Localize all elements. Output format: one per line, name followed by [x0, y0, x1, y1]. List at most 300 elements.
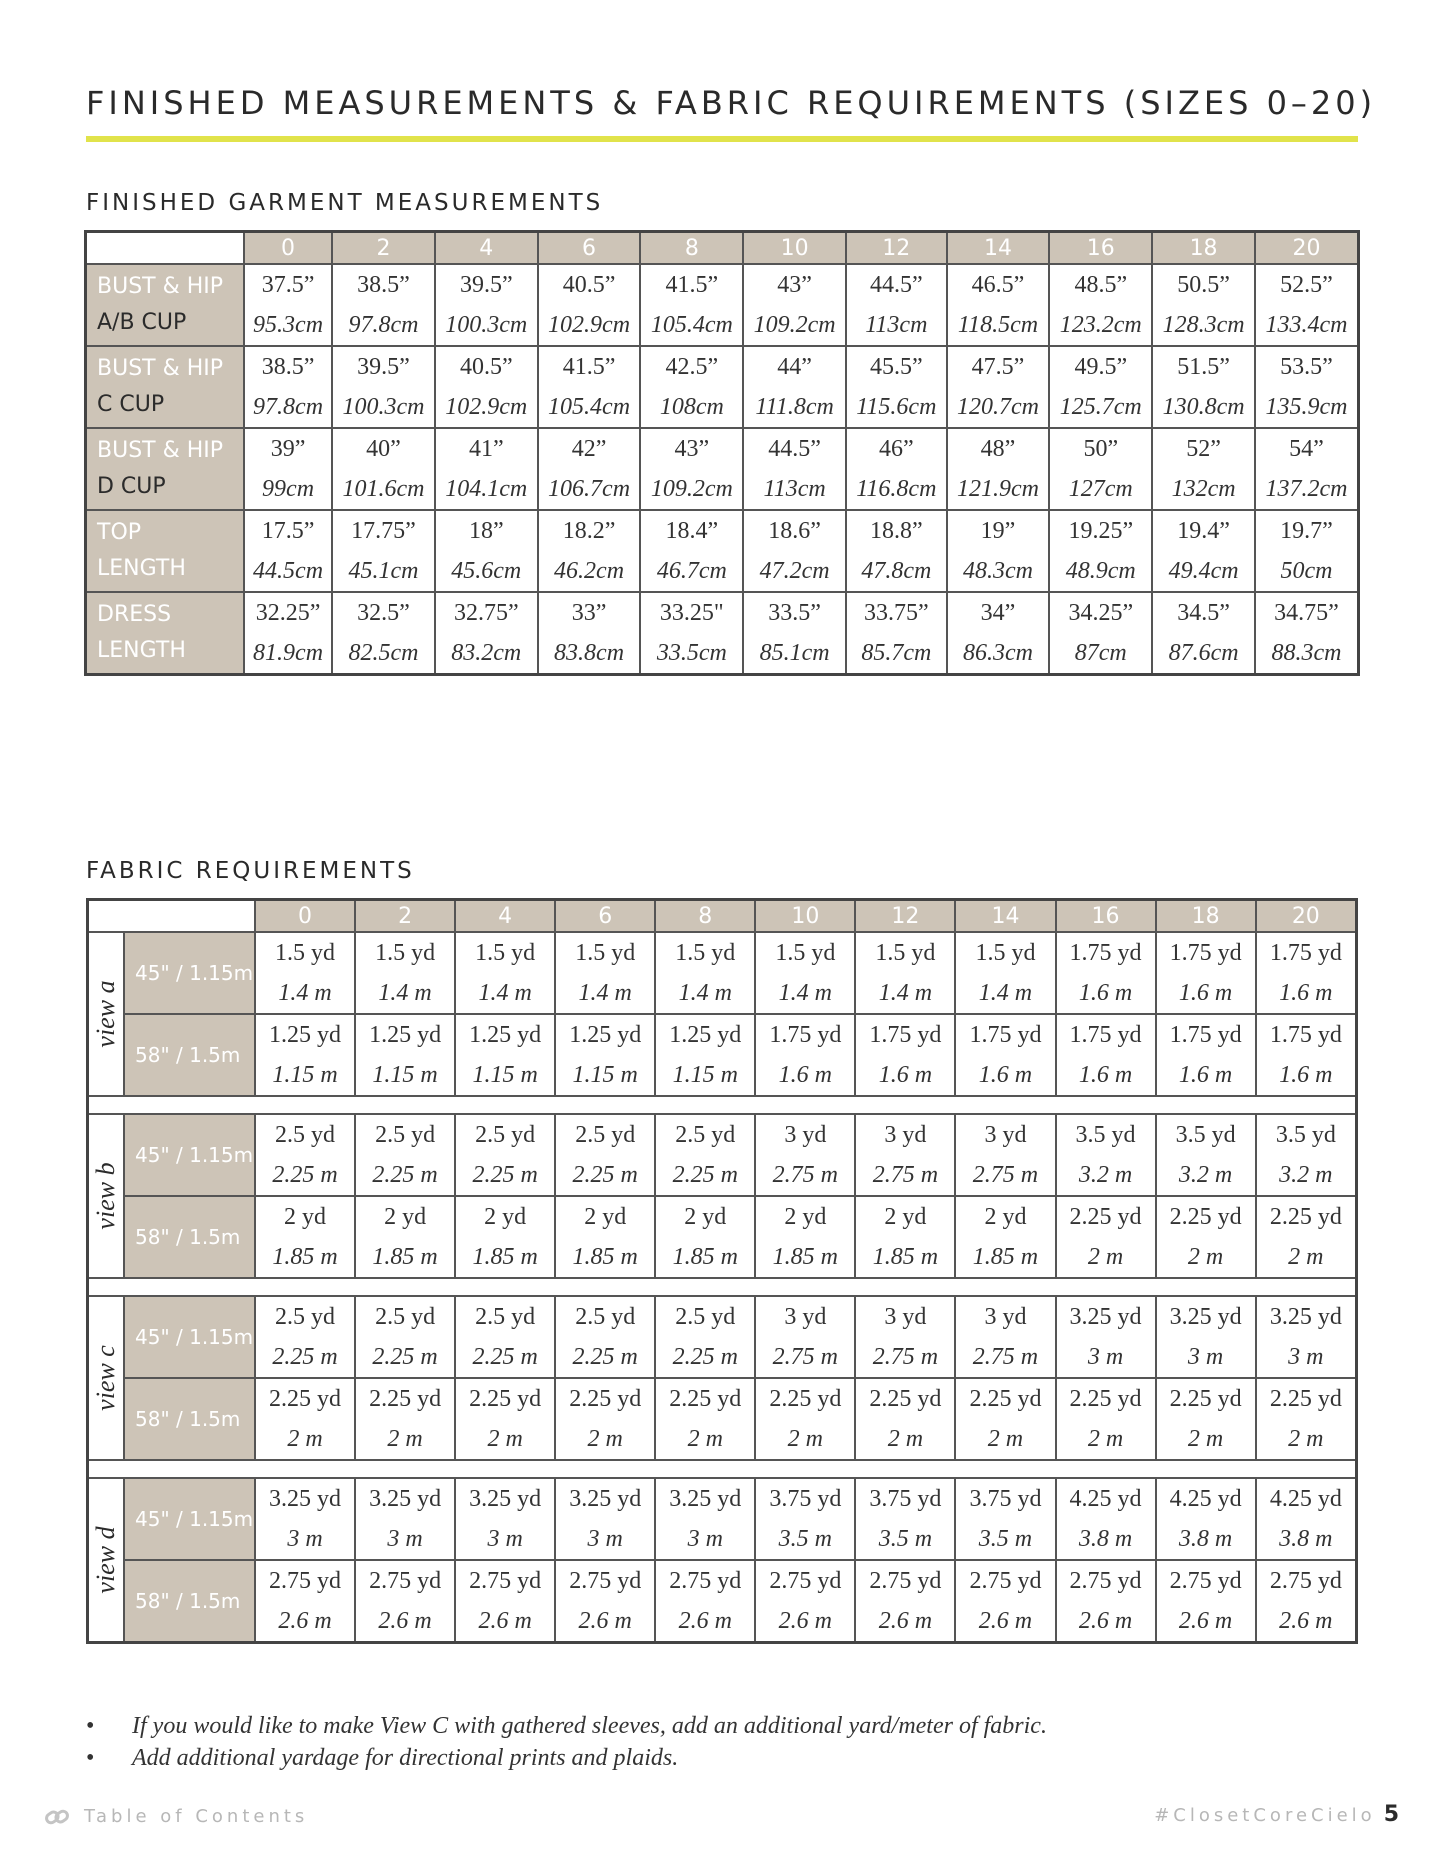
yards-value: 2.25 yd [1269, 1386, 1342, 1412]
yards-value: 3.25 yd [569, 1486, 642, 1512]
size-header-14: 14 [955, 900, 1055, 933]
cm-value: 83.8cm [554, 640, 625, 666]
size-header-4: 4 [435, 232, 538, 265]
measurement-cell [332, 428, 435, 510]
fabric-cell [255, 1114, 355, 1196]
meters-value: 3.8 m [1078, 1526, 1133, 1552]
inches-value: 41.5” [562, 354, 616, 380]
cm-value: 109.2cm [753, 312, 836, 338]
yards-value: 3.25 yd [669, 1486, 742, 1512]
meters-value: 2.25 m [472, 1344, 538, 1370]
inches-value: 38.5” [261, 354, 315, 380]
inches-value: 53.5” [1280, 354, 1333, 380]
fabric-cell [355, 1560, 455, 1643]
cm-value: 127cm [1068, 476, 1133, 502]
fabric-cell [455, 1478, 555, 1560]
meters-value: 1.6 m [1078, 980, 1133, 1006]
meters-value: 2 m [787, 1426, 824, 1452]
meters-value: 2 m [1087, 1426, 1124, 1452]
inches-value: 46” [878, 436, 914, 462]
measurement-cell [846, 428, 947, 510]
meters-value: 2.6 m [678, 1608, 732, 1634]
fabric-cell [755, 1378, 855, 1460]
fabric-cell [1056, 1196, 1156, 1278]
fabric-cell [1256, 1478, 1357, 1560]
yards-value: 2.5 yd [275, 1122, 336, 1148]
cm-value: 44.5cm [253, 558, 324, 584]
fabric-cell [455, 1196, 555, 1278]
fabric-cell [755, 1014, 855, 1096]
table-of-contents-label[interactable]: Table of Contents [84, 1806, 309, 1827]
meters-value: 2.25 m [372, 1344, 438, 1370]
meters-value: 2.75 m [872, 1162, 939, 1188]
link-icon [44, 1807, 70, 1827]
cm-value: 133.4cm [1265, 312, 1348, 338]
inches-value: 50.5” [1177, 272, 1230, 298]
yards-value: 1.5 yd [975, 940, 1036, 966]
fabric-cell [855, 1296, 955, 1378]
fabric-cell [1156, 932, 1256, 1014]
inches-value: 32.25” [255, 600, 321, 626]
inches-value: 43” [777, 272, 812, 298]
fabric-row [88, 1478, 1357, 1560]
yards-value: 2.25 yd [969, 1386, 1042, 1412]
measurement-cell [244, 592, 332, 675]
meters-value: 1.4 m [578, 980, 632, 1006]
measurement-cell [846, 264, 947, 346]
fabric-row [88, 1196, 1357, 1278]
fabric-row [88, 932, 1357, 1014]
view-separator [88, 1278, 1357, 1296]
yards-value: 4.25 yd [1069, 1486, 1142, 1512]
yards-value: 3 yd [884, 1304, 927, 1330]
cm-value: 88.3cm [1271, 640, 1342, 666]
inches-value: 40.5” [562, 272, 616, 298]
view-separator [88, 1460, 1357, 1478]
meters-value: 1.85 m [972, 1244, 1039, 1270]
fabric-cell [1256, 1014, 1357, 1096]
row-label-line2: LENGTH [97, 556, 186, 581]
meters-value: 2 m [587, 1426, 623, 1452]
cm-value: 118.5cm [957, 312, 1039, 338]
inches-value: 44.5” [869, 272, 923, 298]
yards-value: 1.5 yd [575, 940, 636, 966]
size-header-16: 16 [1049, 232, 1152, 265]
yards-value: 2.75 yd [369, 1568, 442, 1594]
fabric-cell [1056, 1560, 1156, 1643]
measurement-cell [1049, 264, 1152, 346]
yards-value: 3 yd [784, 1122, 827, 1148]
measurement-cell [640, 264, 743, 346]
fabric-row [88, 1296, 1357, 1378]
measurement-cell [947, 510, 1050, 592]
meters-value: 1.85 m [772, 1244, 839, 1270]
fabric-cell [1256, 1560, 1357, 1643]
measurement-cell [1255, 510, 1359, 592]
size-header-row [86, 232, 1359, 265]
yards-value: 2 yd [984, 1204, 1027, 1230]
measurement-cell [1255, 346, 1359, 428]
fabric-cell [1056, 1478, 1156, 1560]
meters-value: 1.85 m [872, 1244, 939, 1270]
row-label-line1: TOP [97, 520, 142, 545]
yards-value: 2.25 yd [369, 1386, 442, 1412]
meters-value: 2.6 m [378, 1608, 432, 1634]
fabric-cell [1256, 1114, 1357, 1196]
yards-value: 2.25 yd [1169, 1204, 1242, 1230]
yards-value: 1.75 yd [1169, 1022, 1242, 1048]
fabric-section-title: FABRIC REQUIREMENTS [86, 858, 415, 884]
inches-value: 33” [571, 600, 607, 626]
fabric-cell [455, 932, 555, 1014]
inches-value: 18.4” [665, 518, 719, 544]
size-header-18: 18 [1156, 900, 1256, 933]
cm-value: 121.9cm [957, 476, 1039, 502]
measurement-cell [1255, 264, 1359, 346]
yards-value: 2 yd [784, 1204, 827, 1230]
yards-value: 2.25 yd [1269, 1204, 1342, 1230]
measurement-cell [435, 346, 538, 428]
inches-value: 33.25" [659, 600, 724, 626]
fabric-cell [255, 1378, 355, 1460]
measurement-cell [1152, 264, 1255, 346]
inches-value: 48” [980, 436, 1016, 462]
yards-value: 2.75 yd [569, 1568, 642, 1594]
measurement-cell [435, 264, 538, 346]
size-header-6: 6 [555, 900, 655, 933]
inches-value: 34.25” [1068, 600, 1134, 626]
inches-value: 39” [270, 436, 306, 462]
measurements-section-title: FINISHED GARMENT MEASUREMENTS [86, 190, 604, 216]
row-label [86, 428, 245, 510]
measurement-cell [1049, 346, 1152, 428]
measurement-cell [640, 428, 743, 510]
table-of-contents-link[interactable] [44, 1806, 308, 1827]
yards-value: 2.75 yd [769, 1568, 842, 1594]
measurement-cell [1152, 428, 1255, 510]
view-label-cell [88, 1114, 125, 1278]
inches-value: 19.25” [1068, 518, 1134, 544]
cm-value: 120.7cm [957, 394, 1039, 420]
fabric-cell [355, 1114, 455, 1196]
fabric-row [88, 1014, 1357, 1096]
yards-value: 2.75 yd [869, 1568, 942, 1594]
meters-value: 3 m [287, 1526, 323, 1552]
inches-value: 17.5” [261, 518, 315, 544]
fabric-cell [755, 932, 855, 1014]
fabric-cell [1056, 1014, 1156, 1096]
fabric-cell [655, 1114, 755, 1196]
cm-value: 49.4cm [1168, 558, 1239, 584]
fabric-cell [1056, 932, 1156, 1014]
inches-value: 39.5” [459, 272, 513, 298]
fabric-cell [855, 1014, 955, 1096]
row-label-line1: BUST & HIP [97, 274, 224, 299]
measurement-cell [846, 510, 947, 592]
meters-value: 1.6 m [1279, 980, 1333, 1006]
yards-value: 3.25 yd [269, 1486, 342, 1512]
size-header-8: 8 [655, 900, 755, 933]
yards-value: 4.25 yd [1169, 1486, 1242, 1512]
fabric-cell [955, 1014, 1055, 1096]
fabric-row [88, 1378, 1357, 1460]
meters-value: 1.4 m [478, 980, 532, 1006]
yards-value: 2.5 yd [575, 1122, 636, 1148]
yards-value: 2.25 yd [469, 1386, 542, 1412]
inches-value: 34.5” [1177, 600, 1230, 626]
fabric-cell [555, 1478, 655, 1560]
meters-value: 3.5 m [778, 1526, 833, 1552]
fabric-cell [655, 1560, 755, 1643]
fabric-cell [755, 1560, 855, 1643]
inches-value: 51.5” [1177, 354, 1230, 380]
measurement-cell [640, 510, 743, 592]
fabric-cell [1156, 1296, 1256, 1378]
fabric-width-label: 45" / 1.15m [124, 932, 255, 1014]
yards-value: 1.75 yd [1069, 1022, 1142, 1048]
measurement-cell [846, 592, 947, 675]
meters-value: 1.4 m [278, 980, 332, 1006]
row-label-line2: D CUP [97, 474, 166, 499]
yards-value: 3 yd [884, 1122, 927, 1148]
inches-value: 39.5” [357, 354, 410, 380]
cm-value: 97.8cm [253, 394, 324, 420]
measurement-cell [1049, 510, 1152, 592]
inches-value: 49.5” [1074, 354, 1128, 380]
yards-value: 3 yd [984, 1304, 1027, 1330]
cm-value: 105.4cm [650, 312, 733, 338]
meters-value: 2.75 m [972, 1344, 1039, 1370]
separator-cell [88, 1460, 1357, 1478]
measurement-cell [244, 346, 332, 428]
yards-value: 1.75 yd [769, 1022, 842, 1048]
inches-value: 45.5” [869, 354, 923, 380]
measurement-cell [435, 510, 538, 592]
yards-value: 3 yd [984, 1122, 1027, 1148]
meters-value: 1.15 m [372, 1062, 438, 1088]
fabric-cell [355, 932, 455, 1014]
meters-value: 3.2 m [1078, 1162, 1133, 1188]
row-label [86, 592, 245, 675]
yards-value: 1.5 yd [775, 940, 836, 966]
row-label-line1: BUST & HIP [97, 438, 224, 463]
size-header-0: 0 [244, 232, 332, 265]
fabric-width-label: 58" / 1.5m [124, 1014, 255, 1096]
cm-value: 47.2cm [759, 558, 830, 584]
meters-value: 2.6 m [1078, 1608, 1133, 1634]
note-item [86, 1710, 1047, 1742]
inches-value: 32.5” [357, 600, 410, 626]
meters-value: 3.8 m [1178, 1526, 1233, 1552]
yards-value: 2 yd [284, 1204, 327, 1230]
fabric-cell [1256, 1196, 1357, 1278]
yards-value: 3.25 yd [369, 1486, 442, 1512]
meters-value: 1.85 m [472, 1244, 538, 1270]
measurement-row [86, 510, 1359, 592]
yards-value: 1.5 yd [375, 940, 436, 966]
yards-value: 1.25 yd [269, 1022, 342, 1048]
meters-value: 2.6 m [878, 1608, 933, 1634]
measurement-cell [1049, 592, 1152, 675]
yards-value: 1.5 yd [875, 940, 936, 966]
cm-value: 135.9cm [1265, 394, 1348, 420]
meters-value: 1.15 m [672, 1062, 738, 1088]
view-label: view d [91, 1526, 120, 1594]
fabric-width-label: 58" / 1.5m [124, 1560, 255, 1643]
size-header-10: 10 [755, 900, 855, 933]
cm-value: 132cm [1171, 476, 1236, 502]
size-header-4: 4 [455, 900, 555, 933]
inches-value: 19” [980, 518, 1016, 544]
fabric-cell [855, 932, 955, 1014]
yards-value: 2.5 yd [575, 1304, 636, 1330]
bullet: • [86, 1713, 95, 1739]
cm-value: 48.9cm [1065, 558, 1136, 584]
fabric-cell [655, 1196, 755, 1278]
cm-value: 45.6cm [451, 558, 522, 584]
fabric-cell [455, 1378, 555, 1460]
meters-value: 1.4 m [378, 980, 432, 1006]
fabric-cell [955, 1114, 1055, 1196]
measurement-row [86, 428, 1359, 510]
view-label: view b [91, 1162, 120, 1230]
inches-value: 19.4” [1177, 518, 1230, 544]
fabric-width-label: 45" / 1.15m [124, 1478, 255, 1560]
cm-value: 113cm [763, 476, 826, 502]
view-separator [88, 1096, 1357, 1114]
yards-value: 2.25 yd [869, 1386, 942, 1412]
fabric-cell [255, 1478, 355, 1560]
meters-value: 2.6 m [578, 1608, 632, 1634]
inches-value: 34” [980, 600, 1016, 626]
note-item [86, 1742, 1047, 1774]
cm-value: 99cm [262, 476, 315, 502]
fabric-cell [1156, 1378, 1256, 1460]
meters-value: 3 m [1288, 1344, 1324, 1370]
cm-value: 46.7cm [656, 558, 727, 584]
view-label-cell [88, 932, 125, 1096]
yards-value: 1.25 yd [369, 1022, 442, 1048]
cm-value: 86.3cm [963, 640, 1033, 666]
fabric-row [88, 1560, 1357, 1643]
inches-value: 46.5” [971, 272, 1025, 298]
cm-value: 85.7cm [861, 640, 932, 666]
cm-value: 95.3cm [253, 312, 324, 338]
meters-value: 1.85 m [272, 1244, 338, 1270]
view-label: view a [91, 980, 120, 1048]
cm-value: 102.9cm [548, 312, 631, 338]
fabric-width-label: 45" / 1.15m [124, 1296, 255, 1378]
size-header-0: 0 [255, 900, 355, 933]
yards-value: 1.75 yd [1269, 940, 1342, 966]
cm-value: 87cm [1074, 640, 1127, 666]
yards-value: 2.5 yd [675, 1304, 736, 1330]
measurement-cell [538, 346, 641, 428]
bullet: • [86, 1745, 95, 1771]
measurement-cell [332, 264, 435, 346]
fabric-cell [955, 1196, 1055, 1278]
yards-value: 2.75 yd [1169, 1568, 1242, 1594]
header-corner [86, 232, 245, 265]
row-label [86, 346, 245, 428]
yards-value: 1.75 yd [969, 1022, 1042, 1048]
meters-value: 1.6 m [1279, 1062, 1333, 1088]
yards-value: 3.75 yd [869, 1486, 942, 1512]
yards-value: 3.5 yd [1075, 1122, 1136, 1148]
page-number: 5 [1383, 1802, 1399, 1827]
yards-value: 2.5 yd [475, 1122, 536, 1148]
meters-value: 1.6 m [778, 1062, 833, 1088]
meters-value: 3.8 m [1279, 1526, 1333, 1552]
fabric-cell [855, 1196, 955, 1278]
cm-value: 105.4cm [548, 394, 631, 420]
fabric-cell [1156, 1014, 1256, 1096]
measurement-cell [947, 592, 1050, 675]
yards-value: 1.5 yd [675, 940, 736, 966]
measurement-cell [640, 592, 743, 675]
inches-value: 40.5” [459, 354, 513, 380]
footer-hashtag-page [1154, 1802, 1399, 1827]
meters-value: 1.15 m [272, 1062, 338, 1088]
size-header-row [88, 900, 1357, 933]
fabric-cell [955, 1560, 1055, 1643]
inches-value: 40” [366, 436, 401, 462]
inches-value: 44” [777, 354, 812, 380]
meters-value: 2.25 m [572, 1162, 638, 1188]
view-label: view c [91, 1345, 120, 1411]
fabric-cell [255, 1560, 355, 1643]
title-underline [86, 136, 1358, 142]
inches-value: 43” [674, 436, 710, 462]
meters-value: 1.6 m [978, 1062, 1033, 1088]
cm-value: 137.2cm [1265, 476, 1348, 502]
meters-value: 2.25 m [472, 1162, 538, 1188]
measurement-cell [743, 346, 846, 428]
yards-value: 1.5 yd [275, 940, 336, 966]
row-label-line2: LENGTH [97, 638, 186, 663]
yards-value: 2.75 yd [1069, 1568, 1142, 1594]
meters-value: 1.85 m [672, 1244, 738, 1270]
view-label-cell [88, 1296, 125, 1460]
meters-value: 3 m [1187, 1344, 1224, 1370]
note-text: If you would like to make View C with gathered sleeves, add an additional yard/meter of fabric. [132, 1713, 1047, 1739]
fabric-cell [755, 1114, 855, 1196]
measurement-cell [947, 428, 1050, 510]
yards-value: 3.5 yd [1175, 1122, 1236, 1148]
cm-value: 116.8cm [856, 476, 937, 502]
measurement-cell [1255, 592, 1359, 675]
fabric-cell [1256, 932, 1357, 1014]
measurement-cell [947, 264, 1050, 346]
fabric-width-label: 45" / 1.15m [124, 1114, 255, 1196]
meters-value: 1.6 m [878, 1062, 933, 1088]
size-header-16: 16 [1056, 900, 1156, 933]
meters-value: 2.6 m [778, 1608, 833, 1634]
fabric-cell [655, 1478, 755, 1560]
cm-value: 101.6cm [342, 476, 425, 502]
inches-value: 52.5” [1280, 272, 1333, 298]
page-title: FINISHED MEASUREMENTS & FABRIC REQUIREMENTS (SIZES 0–20) [86, 84, 1377, 122]
fabric-cell [1056, 1378, 1156, 1460]
hashtag: #ClosetCoreCielo [1154, 1805, 1376, 1826]
cm-value: 83.2cm [451, 640, 522, 666]
meters-value: 2 m [1187, 1426, 1224, 1452]
measurement-cell [244, 264, 332, 346]
fabric-cell [255, 1196, 355, 1278]
meters-value: 1.6 m [1178, 980, 1233, 1006]
yards-value: 3.25 yd [1069, 1304, 1142, 1330]
note-text: Add additional yardage for directional prints and plaids. [132, 1745, 679, 1771]
